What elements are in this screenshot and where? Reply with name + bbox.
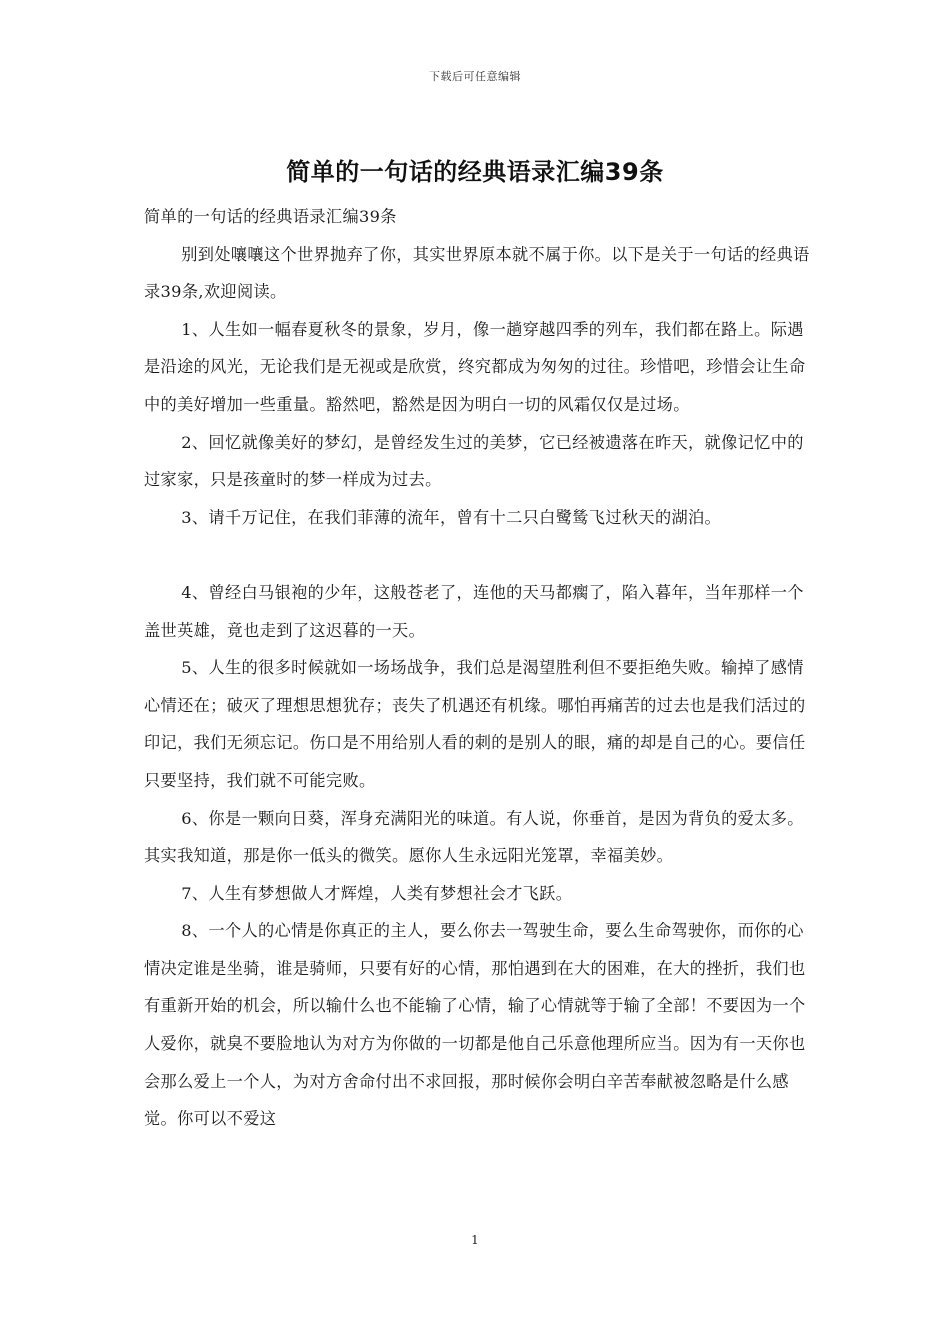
document-title: 简单的一句话的经典语录汇编39条 [286, 158, 664, 186]
blank-line [144, 536, 816, 574]
quote-item-1: 1、人生如一幅春夏秋冬的景象，岁月，像一趟穿越四季的列车，我们都在路上。际遇是沿途的风光，无论我们是无视或是欣赏，终究都成为匆匆的过往。珍惜吧，珍惜会让生命中的美好增加一些重量。豁然吧，豁然是因为明白一切的风霜仅仅是过场。 [144, 319, 806, 414]
document-body [144, 198, 816, 1138]
quote-item-7: 7、人生有梦想做人才辉煌，人类有梦想社会才飞跃。 [181, 883, 573, 903]
quote-item-3: 3、请千万记住，在我们菲薄的流年，曾有十二只白鹭鸶飞过秋天的湖泊。 [181, 507, 722, 527]
document-subtitle: 简单的一句话的经典语录汇编39条 [144, 207, 397, 226]
page-number: 1 [471, 1233, 479, 1247]
page-header-note: 下载后可任意编辑 [429, 70, 521, 83]
quote-item-6: 6、你是一颗向日葵，浑身充满阳光的味道。有人说，你垂首，是因为背负的爱太多。其实我知道，那是你一低头的微笑。愿你人生永远阳光笼罩，幸福美妙。 [144, 808, 804, 866]
quote-item-4: 4、曾经白马银袍的少年，这般苍老了，连他的天马都瘸了，陷入暮年，当年那样一个盖世英雄，竟也走到了这迟暮的一天。 [144, 582, 804, 640]
quote-item-2: 2、回忆就像美好的梦幻，是曾经发生过的美梦，它已经被遗落在昨天，就像记忆中的过家家，只是孩童时的梦一样成为过去。 [144, 432, 804, 490]
intro-paragraph: 别到处嚷嚷这个世界抛弃了你，其实世界原本就不属于你。以下是关于一句话的经典语录39条,欢迎阅读。 [144, 244, 810, 302]
quote-item-8: 8、一个人的心情是你真正的主人，要么你去一驾驶生命，要么生命驾驶你，而你的心情决定谁是坐骑，谁是骑师，只要有好的心情，那怕遇到在大的困难，在大的挫折，我们也有重新开始的机会，所以输什么也不能输了心情，输了心情就等于输了全部！不要因为一个人爱你，就臭不要脸地认为对方为你做的一切都是他自己乐意他理所应当。因为有一天你也会那么爱上一个人，为对方舍命付出不求回报，那时候你会明白辛苦奉献被忽略是什么感觉。你可以不爱这 [144, 921, 806, 1129]
quote-item-5: 5、人生的很多时候就如一场场战争，我们总是渴望胜利但不要拒绝失败。输掉了感情心情还在；破灭了理想思想犹存；丧失了机遇还有机缘。哪怕再痛苦的过去也是我们活过的印记，我们无须忘记。伤口是不用给别人看的刺的是别人的眼，痛的却是自己的心。要信任只要坚持，我们就不可能完败。 [144, 658, 806, 790]
